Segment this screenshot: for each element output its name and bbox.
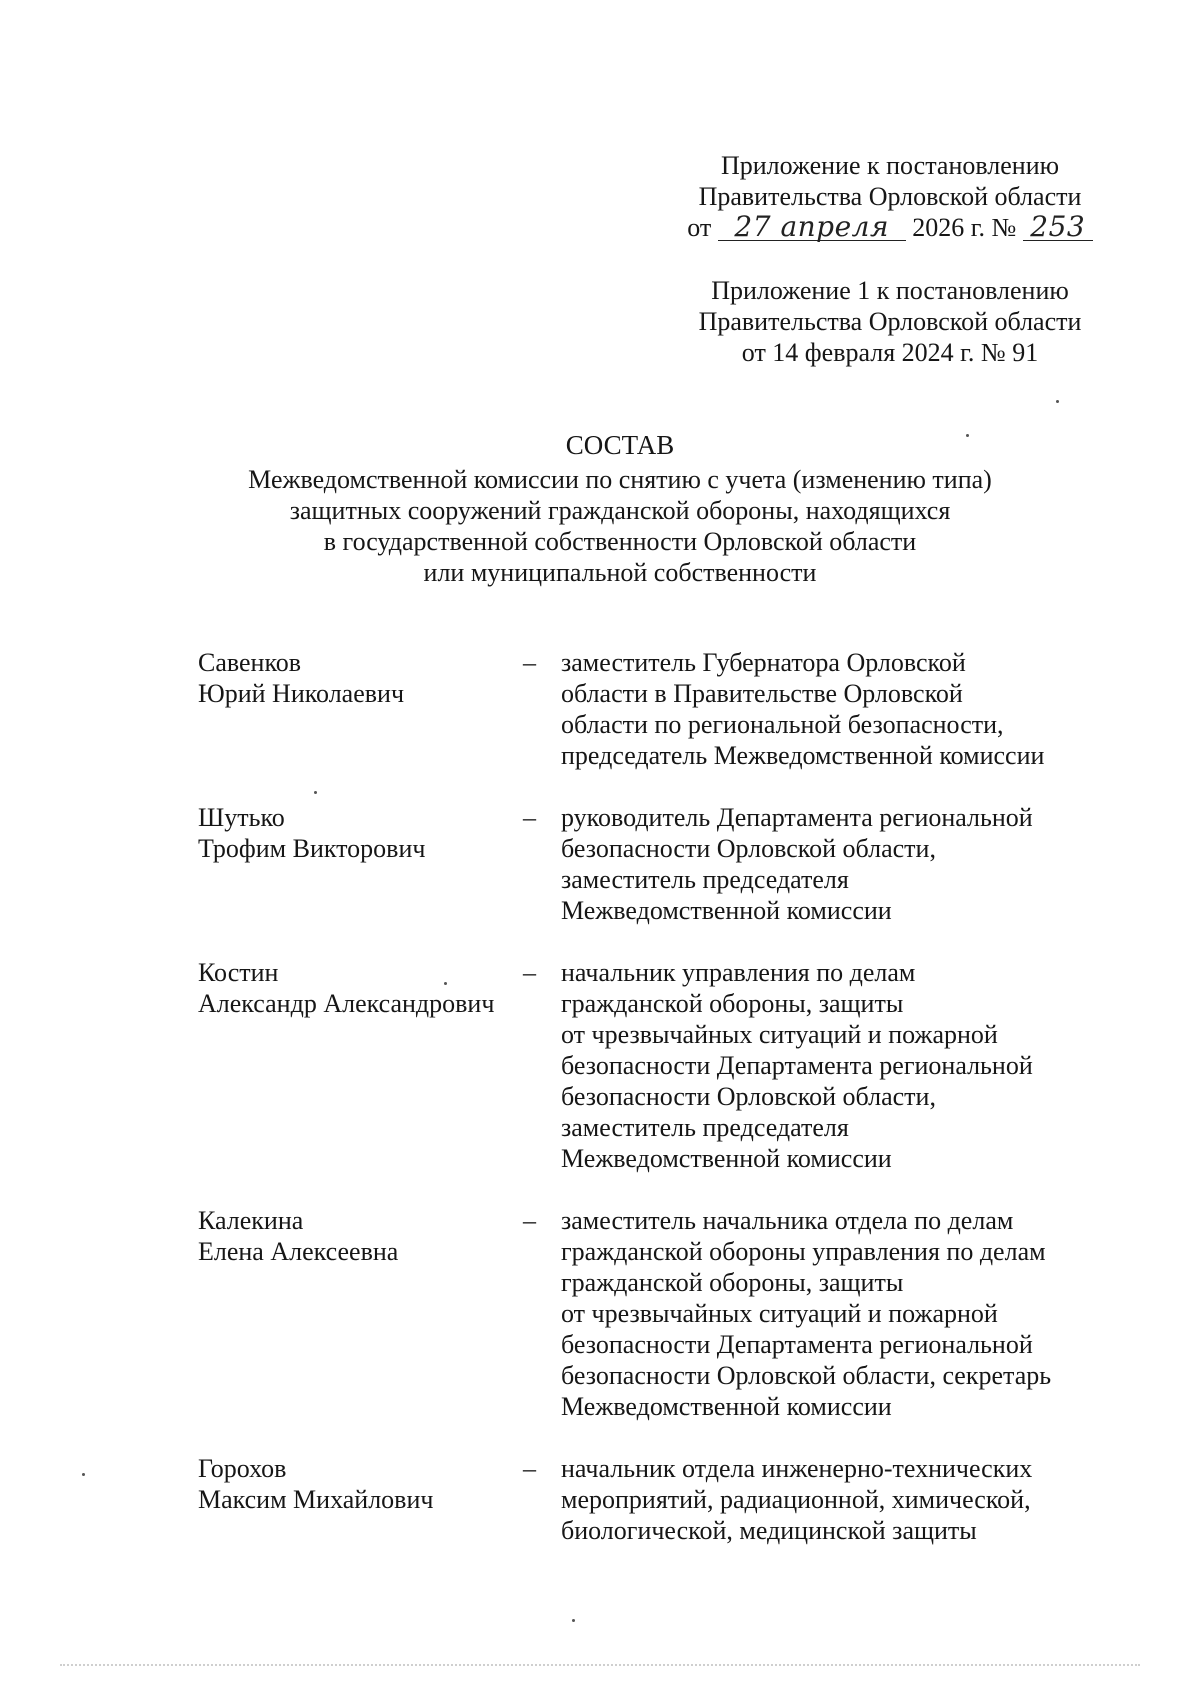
scan-speck [314,791,317,794]
member-role-line: от чрезвычайных ситуаций и пожарной [561,1020,998,1049]
member-given-name: Александр Александрович [198,989,495,1018]
member-name [198,1453,523,1515]
scan-speck [444,982,447,985]
member-entry [198,647,1118,771]
member-role-line: гражданской обороны, защиты [561,1268,904,1297]
member-role-line: области по региональной безопасности, [561,710,1004,739]
member-role-line: безопасности Орловской области, [561,834,936,863]
member-entry [198,802,1118,926]
member-name [198,1205,523,1267]
member-given-name: Трофим Викторович [198,834,426,863]
member-surname: Шутько [198,803,285,832]
member-role-line: мероприятий, радиационной, химической, [561,1485,1031,1514]
appendix-original-line3: от 14 февраля 2024 г. № 91 [741,338,1039,367]
member-role-line: заместитель начальника отдела по делам [561,1206,1014,1235]
handwritten-number: 253 [1023,214,1093,241]
appendix-current-line1: Приложение к постановлению [720,151,1060,180]
appendix-original-line1: Приложение 1 к постановлению [711,276,1069,305]
member-surname: Горохов [198,1454,287,1483]
appendix-original-block [660,275,1120,368]
member-role-line: гражданской обороны, защиты [561,989,904,1018]
member-role-line: безопасности Орловской области, секретарь [561,1361,1052,1390]
member-name [198,647,523,709]
member-role [561,802,1081,926]
member-role-line: от чрезвычайных ситуаций и пожарной [561,1299,998,1328]
title-line: или муниципальной собственности [423,558,817,587]
title-line: защитных сооружений гражданской обороны, находящихся [289,496,951,525]
title-line: Межведомственной комиссии по снятию с учета (изменению типа) [248,465,992,494]
member-role-line: безопасности Департамента региональной [561,1330,1033,1359]
scan-speck [1056,400,1059,403]
member-role-line: начальник отдела инженерно-технических [561,1454,1033,1483]
member-dash: – [523,803,536,832]
member-entry [198,1453,1118,1546]
member-role-line: безопасности Орловской области, [561,1082,936,1111]
member-role-line: безопасности Департамента региональной [561,1051,1033,1080]
member-role-line: биологической, медицинской защиты [561,1516,977,1545]
member-role-line: гражданской обороны управления по делам [561,1237,1046,1266]
member-role-line: председатель Межведомственной комиссии [561,741,1045,770]
appendix-current-date-line [660,212,1120,243]
title-line: в государственной собственности Орловской области [323,527,917,556]
appendix-current-block [660,150,1120,243]
member-role-line: заместитель председателя [561,1113,849,1142]
appendix-current-line2: Правительства Орловской области [698,182,1082,211]
scan-edge-artifact [60,1664,1140,1668]
member-given-name: Максим Михайлович [198,1485,434,1514]
scan-speck [82,1473,85,1476]
member-role-line: области в Правительстве Орловской [561,679,963,708]
member-role [561,1453,1081,1546]
member-role [561,647,1081,771]
member-role [561,957,1081,1174]
member-dash: – [523,1454,536,1483]
member-entry [198,1205,1118,1422]
scan-speck [966,434,969,437]
member-role-line: начальник управления по делам [561,958,916,987]
member-dash: – [523,958,536,987]
member-name [198,802,523,864]
member-role [561,1205,1081,1422]
member-role-line: заместитель председателя [561,865,849,894]
member-dash: – [523,1206,536,1235]
member-role-line: Межведомственной комиссии [561,896,892,925]
member-role-line: заместитель Губернатора Орловской [561,648,966,677]
member-given-name: Елена Алексеевна [198,1237,399,1266]
members-list [198,647,1118,1577]
member-surname: Савенков [198,648,302,677]
member-dash: – [523,648,536,677]
member-surname: Костин [198,958,279,987]
member-entry [198,957,1118,1174]
member-name [198,957,523,1019]
title-heading: СОСТАВ [565,430,675,460]
member-role-line: Межведомственной комиссии [561,1392,892,1421]
appendix-current-prefix: от [687,213,712,242]
member-surname: Калекина [198,1206,304,1235]
appendix-current-year: 2026 г. № [912,213,1017,242]
document-title [120,430,1120,588]
appendix-original-line2: Правительства Орловской области [698,307,1082,336]
member-role-line: Межведомственной комиссии [561,1144,892,1173]
handwritten-date: 27 апреля [718,214,906,241]
member-given-name: Юрий Николаевич [198,679,405,708]
member-role-line: руководитель Департамента региональной [561,803,1033,832]
scan-speck [572,1619,575,1622]
